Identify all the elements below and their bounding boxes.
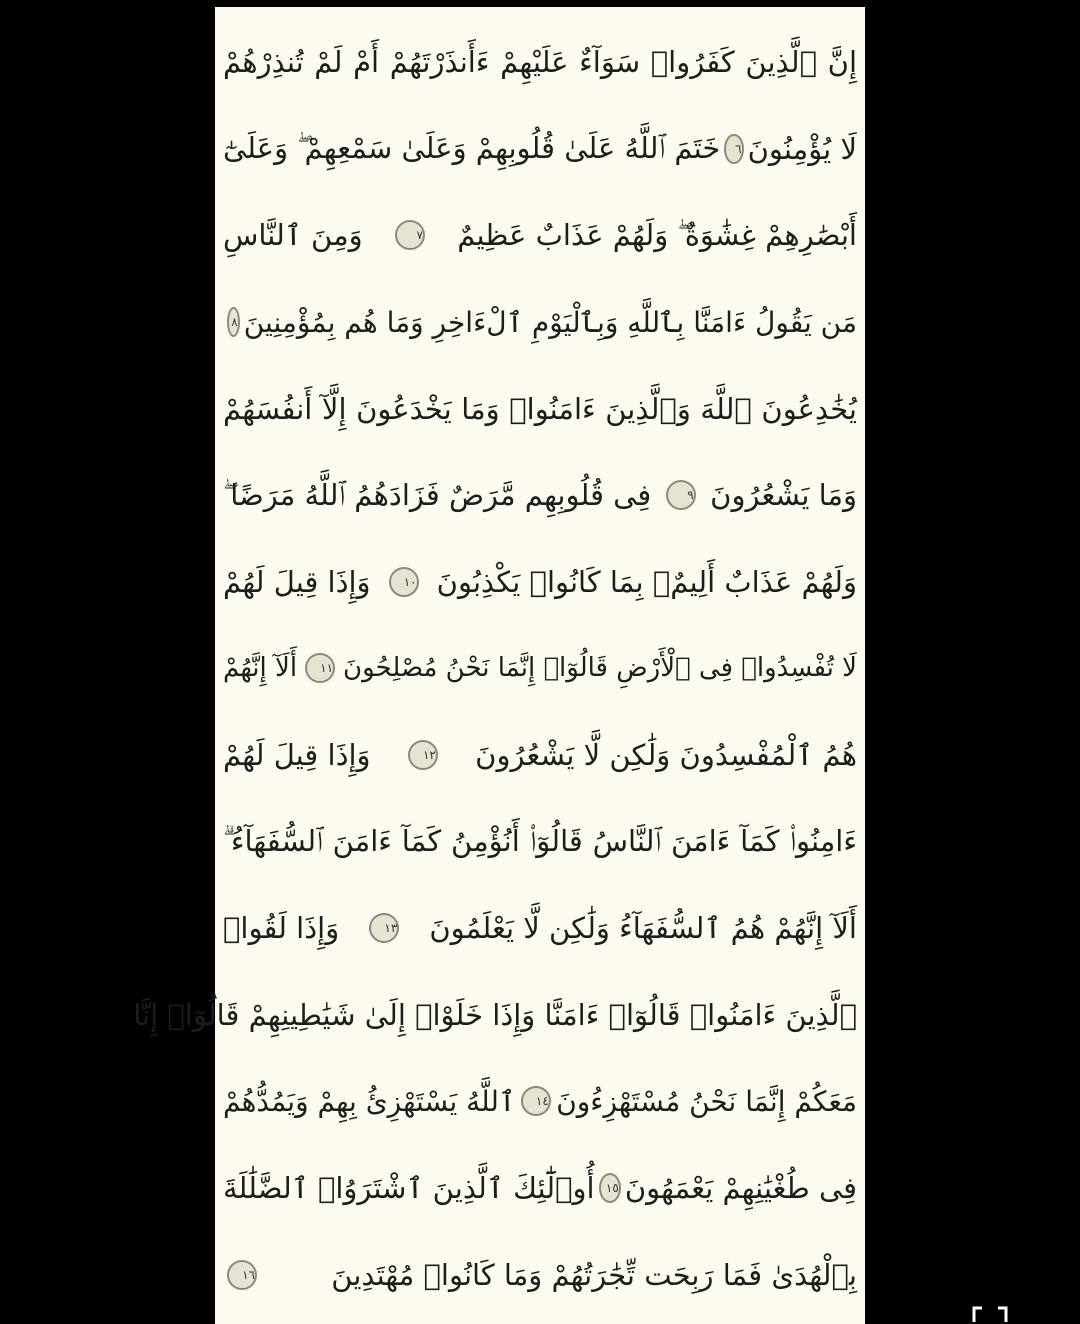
- line-text: أَبْصَٰرِهِمْ غِشَٰوَةٌ ۖ وَلَهُمْ عَذَابٌ عَظِيمٌ: [457, 217, 857, 252]
- text-line: [223, 625, 857, 712]
- ayah-number-marker: ٦: [724, 134, 743, 164]
- ayah-number-marker: ١٣: [369, 913, 399, 943]
- line-text-continued: فِى قُلُوبِهِم مَّرَضٌ فَزَادَهُمُ ٱللَّهُ مَرَضًا ۖ: [223, 477, 652, 512]
- line-text: مَعَكُمْ إِنَّمَا نَحْنُ مُسْتَهْزِءُونَ: [556, 1084, 857, 1118]
- text-line: [223, 1231, 857, 1318]
- ayah-number-marker: ١٤: [521, 1086, 551, 1116]
- line-text-continued: ٱللَّهُ يَسْتَهْزِئُ بِهِمْ وَيَمُدُّهُمْ: [223, 1084, 516, 1118]
- mushaf-page: [133, 7, 865, 1324]
- line-text: ءَامِنُوا۟ كَمَآ ءَامَنَ ٱلنَّاسُ قَالُوٓا۟ أَنُؤْمِنُ كَمَآ ءَامَنَ ٱلسُّفَهَآءُ ۗ: [223, 824, 857, 859]
- line-text-continued: أُو۟لَٰٓئِكَ ٱلَّذِينَ ٱشْتَرَوُا۟ ٱلضَّلَٰلَةَ: [223, 1171, 595, 1206]
- fullscreen-icon[interactable]: [972, 1306, 1008, 1324]
- line-text-continued: وَإِذَا قِيلَ لَهُمْ: [223, 738, 371, 773]
- line-text: بِٱلْهُدَىٰ فَمَا رَبِحَت تِّجَٰرَتُهُمْ وَمَا كَانُوا۟ مُهْتَدِينَ: [331, 1257, 857, 1292]
- text-line: [223, 106, 857, 193]
- text-line: [223, 192, 857, 279]
- text-line: [223, 452, 857, 539]
- line-text: فِى طُغْيَٰنِهِمْ يَعْمَهُونَ: [624, 1171, 857, 1206]
- text-line: [223, 712, 857, 799]
- ayah-number-marker: ١١: [305, 653, 335, 683]
- text-line: [133, 972, 857, 1059]
- ayah-number-marker: ٨: [227, 307, 240, 337]
- line-text: وَمَا يَشْعُرُونَ: [710, 478, 857, 513]
- line-text-continued: أَلَآ إِنَّهُمْ: [223, 653, 298, 684]
- line-text-continued: خَتَمَ ٱللَّهُ عَلَىٰ قُلُوبِهِمْ وَعَلَىٰ سَمْعِهِمْ ۖ وَعَلَىٰٓ: [223, 131, 721, 166]
- line-text: وَلَهُمْ عَذَابٌ أَلِيمٌۢ بِمَا كَانُوا۟ يَكْذِبُونَ: [436, 564, 857, 599]
- text-line: [223, 1145, 857, 1232]
- line-text: مَن يَقُولُ ءَامَنَّا بِٱللَّهِ وَبِٱلْيَوْمِ ٱلْءَاخِرِ وَمَا هُم بِمُؤْمِنِينَ: [243, 305, 857, 339]
- ayah-number-marker: ١٢: [408, 740, 438, 770]
- line-text: هُمُ ٱلْمُفْسِدُونَ وَلَٰكِن لَّا يَشْعُرُونَ: [475, 738, 857, 773]
- text-line: [223, 1058, 857, 1145]
- text-line: [223, 279, 857, 366]
- line-text: يُخَٰدِعُونَ ٱللَّهَ وَٱلَّذِينَ ءَامَنُوا۟ وَمَا يَخْدَعُونَ إِلَّآ أَنفُسَهُمْ: [223, 391, 857, 426]
- text-line: [223, 365, 857, 452]
- line-text: إِنَّ ٱلَّذِينَ كَفَرُوا۟ سَوَآءٌ عَلَيْهِمْ ءَأَنذَرْتَهُمْ أَمْ لَمْ تُنذِرْهُمْ: [223, 45, 857, 80]
- text-line: [223, 539, 857, 626]
- text-line: [223, 19, 857, 106]
- line-text: ٱلَّذِينَ ءَامَنُوا۟ قَالُوٓا۟ ءَامَنَّا وَإِذَا خَلَوْا۟ إِلَىٰ شَيَٰطِينِهِمْ قَالُوٓا۟ إِنَّا: [133, 997, 857, 1032]
- ayah-number-marker: ١٠: [389, 567, 419, 597]
- ayah-number-marker: ١٥: [599, 1173, 621, 1203]
- line-text-continued: وَمِنَ ٱلنَّاسِ: [223, 218, 363, 253]
- line-text-continued: وَإِذَا قِيلَ لَهُمْ: [223, 564, 371, 599]
- text-line: [223, 798, 857, 885]
- ayah-number-marker: ٧: [395, 220, 425, 250]
- line-text: لَا تُفْسِدُوا۟ فِى ٱلْأَرْضِ قَالُوٓا۟ إِنَّمَا نَحْنُ مُصْلِحُونَ: [343, 653, 857, 684]
- text-line: [223, 885, 857, 972]
- line-text: لَا يُؤْمِنُونَ: [747, 131, 857, 166]
- line-text: أَلَآ إِنَّهُمْ هُمُ ٱلسُّفَهَآءُ وَلَٰكِن لَّا يَعْلَمُونَ: [429, 911, 857, 946]
- ayah-number-marker: ٩: [666, 480, 696, 510]
- page-lines: [133, 19, 857, 1318]
- line-text-continued: وَإِذَا لَقُوا۟: [223, 911, 340, 946]
- ayah-number-marker: ١٦: [227, 1260, 257, 1290]
